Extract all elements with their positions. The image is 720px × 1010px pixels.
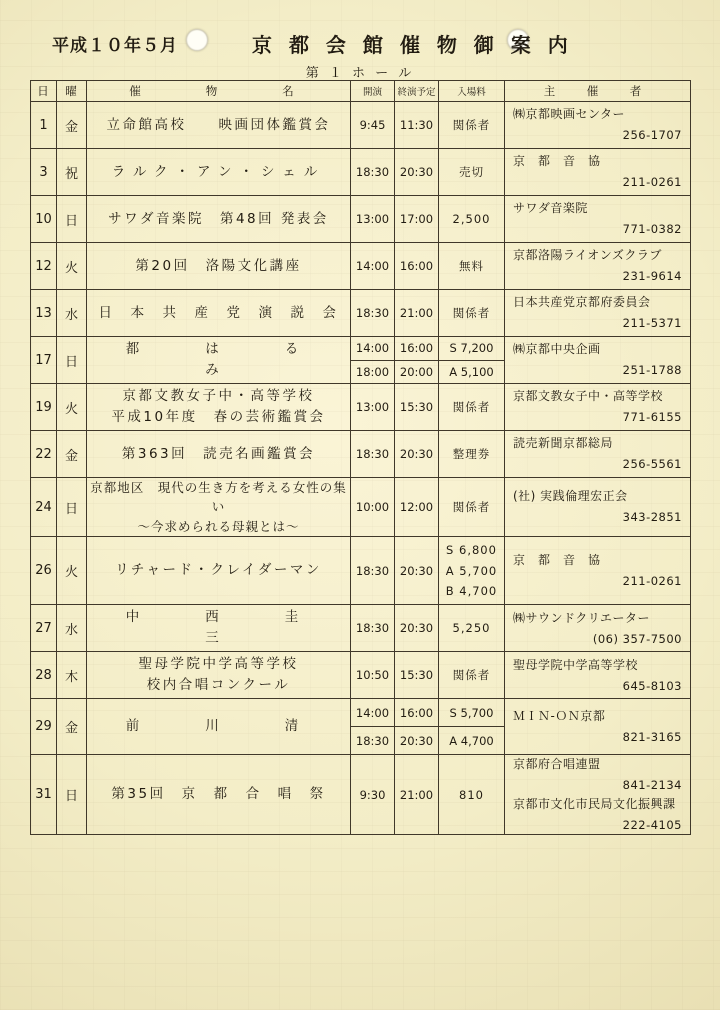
cell-organizer [505,196,691,243]
organizer-tel: 211-5371 [622,316,682,331]
event-name-line2: ～今求められる母親とは～ [137,518,300,534]
cell-fee: 関係者 [439,290,505,337]
cell-dow: 日 [57,755,87,835]
end-time-2: 20:30 [395,726,438,754]
organizer-name: 京都洛陽ライオンズクラブ [513,248,662,263]
cell-open-time: 18:30 [351,290,395,337]
table-row [31,337,691,384]
cell-end-time: 17:00 [395,196,439,243]
cell-open-time [351,337,395,384]
cell-end-time: 21:00 [395,290,439,337]
end-time-1: 16:00 [399,705,434,720]
document-header [40,28,680,58]
cell-fee [439,699,505,755]
cell-organizer [505,290,691,337]
cell-event-name: 第35回 京 都 合 唱 祭 [87,755,351,835]
cell-fee: 関係者 [439,652,505,699]
cell-dow: 火 [57,243,87,290]
organizer-name: ㈱サウンドクリエーター [513,610,651,625]
organizer-tel: 821-3165 [622,730,682,744]
organizer-tel: 231-9614 [622,269,682,284]
organizer-name: サワダ音楽院 [513,201,588,216]
organizer-name: ㈱京都中央企画 [513,342,601,357]
open-time-1: 14:00 [355,705,390,720]
organizer-name: 読売新聞京都総局 [513,436,614,451]
organizer-name: 京 都 音 協 [513,553,601,567]
cell-end-time: 20:30 [395,431,439,478]
organizer-tel: 211-0261 [622,574,682,588]
cell-event-name: 日 本 共 産 党 演 説 会 [87,290,351,337]
organizer-name: 日本共産党京都府委員会 [513,295,651,310]
table-row [31,243,691,290]
column-header-name: 催 物 名 [87,81,351,102]
cell-dow: 金 [57,431,87,478]
cell-open-time: 18:30 [351,537,395,605]
table-row [31,478,691,537]
cell-end-time: 12:00 [395,478,439,537]
cell-dow: 祝 [57,149,87,196]
cell-open-time: 13:00 [351,196,395,243]
cell-open-time: 18:30 [351,149,395,196]
cell-event-name [87,652,351,699]
cell-end-time: 20:30 [395,605,439,652]
cell-day: 27 [31,605,57,652]
cell-end-time: 11:30 [395,102,439,149]
cell-organizer [505,149,691,196]
column-header-organizer: 主 催 者 [505,81,691,102]
organizer-name: ＭＩＮ-ＯＮ京都 [513,709,606,723]
cell-end-time: 15:30 [395,384,439,431]
cell-fee: 関係者 [439,102,505,149]
event-name-line2: 平成10年度 春の芸術鑑賞会 [111,409,326,425]
cell-dow: 金 [57,699,87,755]
cell-end-time: 21:00 [395,755,439,835]
cell-event-name: 中 西 圭 三 [87,605,351,652]
open-time-2: 18:30 [351,726,394,754]
fee-2: A 5,700 [445,563,498,578]
organizer-tel-2: 222-4105 [622,817,682,832]
table-row [31,290,691,337]
table-row [31,699,691,755]
cell-open-time: 18:30 [351,431,395,478]
cell-organizer [505,652,691,699]
fee-2: A 4,700 [439,726,504,754]
cell-event-name [87,478,351,537]
cell-dow: 日 [57,196,87,243]
cell-dow: 木 [57,652,87,699]
cell-event-name: ラルク・アン・シェル [87,149,351,196]
cell-end-time: 20:30 [395,537,439,605]
table-row [31,537,691,605]
cell-open-time: 18:30 [351,605,395,652]
organizer-name: 京都文教女子中・高等学校 [513,389,664,404]
cell-day: 3 [31,149,57,196]
organizer-tel: 251-1788 [622,363,682,378]
cell-fee: 810 [439,755,505,835]
cell-event-name: 第20回 洛陽文化講座 [87,243,351,290]
cell-fee: 2,500 [439,196,505,243]
organizer-tel: (06) 357-7500 [592,631,682,646]
cell-event-name: サワダ音楽院 第48回 発表会 [87,196,351,243]
organizer-tel: 771-0382 [622,222,682,237]
cell-organizer [505,605,691,652]
organizer-tel: 256-1707 [622,128,682,143]
fee-2: A 5,100 [439,360,504,384]
cell-end-time: 15:30 [395,652,439,699]
cell-organizer [505,537,691,605]
organizer-name: 聖母学院中学高等学校 [513,657,639,672]
cell-organizer [505,699,691,755]
cell-fee: 整理券 [439,431,505,478]
cell-day: 1 [31,102,57,149]
cell-event-name: 都 は る み [87,337,351,384]
event-name-line1: 聖母学院中学高等学校 [138,656,299,673]
organizer-tel: 343-2851 [622,510,682,525]
cell-dow: 水 [57,605,87,652]
cell-organizer [505,102,691,149]
table-header-row [31,81,691,102]
cell-dow: 金 [57,102,87,149]
event-name-line2: 校内合唱コンクール [146,677,291,694]
cell-dow: 火 [57,537,87,605]
cell-fee: 関係者 [439,384,505,431]
cell-end-time: 20:30 [395,149,439,196]
organizer-tel: 211-0261 [622,175,682,190]
cell-fee [439,337,505,384]
cell-event-name: リチャード・クレイダーマン [87,537,351,605]
cell-day: 12 [31,243,57,290]
page-title: 京 都 会 館 催 物 御 案 内 [252,32,573,57]
fee-1: S 5,700 [449,705,494,720]
cell-dow: 日 [57,337,87,384]
table-row [31,605,691,652]
cell-fee: 売切 [439,149,505,196]
cell-fee [439,537,505,605]
events-table [30,80,691,835]
cell-organizer [505,243,691,290]
table-row [31,102,691,149]
cell-organizer [505,337,691,384]
cell-open-time [351,699,395,755]
end-time-1: 16:00 [399,341,434,356]
table-row [31,652,691,699]
cell-dow: 水 [57,290,87,337]
cell-day: 29 [31,699,57,755]
column-header-fee: 入場料 [439,81,505,102]
table-row [31,149,691,196]
cell-open-time: 10:50 [351,652,395,699]
organizer-name-2: 京都市文化市民局文化振興課 [513,796,676,811]
table-row [31,755,691,835]
table-row [31,196,691,243]
cell-end-time: 16:00 [395,243,439,290]
cell-organizer [505,431,691,478]
cell-fee: 関係者 [439,478,505,537]
cell-event-name: 第363回 読売名画鑑賞会 [87,431,351,478]
end-time-2: 20:00 [395,360,438,384]
organizer-name-1: 京都府合唱連盟 [513,757,601,772]
cell-organizer [505,478,691,537]
table-row [31,431,691,478]
cell-day: 24 [31,478,57,537]
hall-label: 第 １ ホ ー ル [305,66,415,81]
organizer-tel-1: 841-2134 [622,778,682,793]
open-time-1: 14:00 [355,341,390,356]
organizer-name: ㈱京都映画センター [513,107,626,122]
cell-day: 26 [31,537,57,605]
cell-day: 10 [31,196,57,243]
cell-organizer [505,755,691,835]
column-header-dow: 曜 [57,81,87,102]
column-header-day: 日 [31,81,57,102]
cell-event-name [87,384,351,431]
cell-end-time [395,337,439,384]
cell-open-time: 9:45 [351,102,395,149]
cell-end-time [395,699,439,755]
cell-open-time: 10:00 [351,478,395,537]
column-header-end: 終演予定 [395,81,439,102]
organizer-name: 京 都 音 協 [513,154,601,169]
open-time-2: 18:00 [351,360,394,384]
cell-day: 19 [31,384,57,431]
cell-event-name: 立命館高校 映画団体鑑賞会 [87,102,351,149]
fee-1: S 6,800 [446,543,497,558]
event-name-line1: 京都文教女子中・高等学校 [122,388,315,405]
cell-open-time: 9:30 [351,755,395,835]
fee-1: S 7,200 [449,341,494,356]
header-date: 平成１０年５月 [52,35,178,56]
organizer-tel: 256-5561 [622,457,682,472]
cell-day: 31 [31,755,57,835]
cell-organizer [505,384,691,431]
cell-fee: 5,250 [439,605,505,652]
column-header-open: 開演 [351,81,395,102]
cell-dow: 火 [57,384,87,431]
organizer-tel: 771-6155 [622,410,682,425]
cell-fee: 無料 [439,243,505,290]
cell-open-time: 14:00 [351,243,395,290]
event-name-line1: 京都地区 現代の生き方を考える女性の集い [90,480,347,515]
cell-dow: 日 [57,478,87,537]
cell-day: 28 [31,652,57,699]
cell-day: 17 [31,337,57,384]
cell-event-name: 前 川 清 [87,699,351,755]
cell-day: 13 [31,290,57,337]
fee-3: B 4,700 [445,583,498,598]
cell-open-time: 13:00 [351,384,395,431]
organizer-tel: 645-8103 [622,678,682,693]
cell-day: 22 [31,431,57,478]
organizer-name: (社) 実践倫理宏正会 [513,489,628,504]
table-row [31,384,691,431]
